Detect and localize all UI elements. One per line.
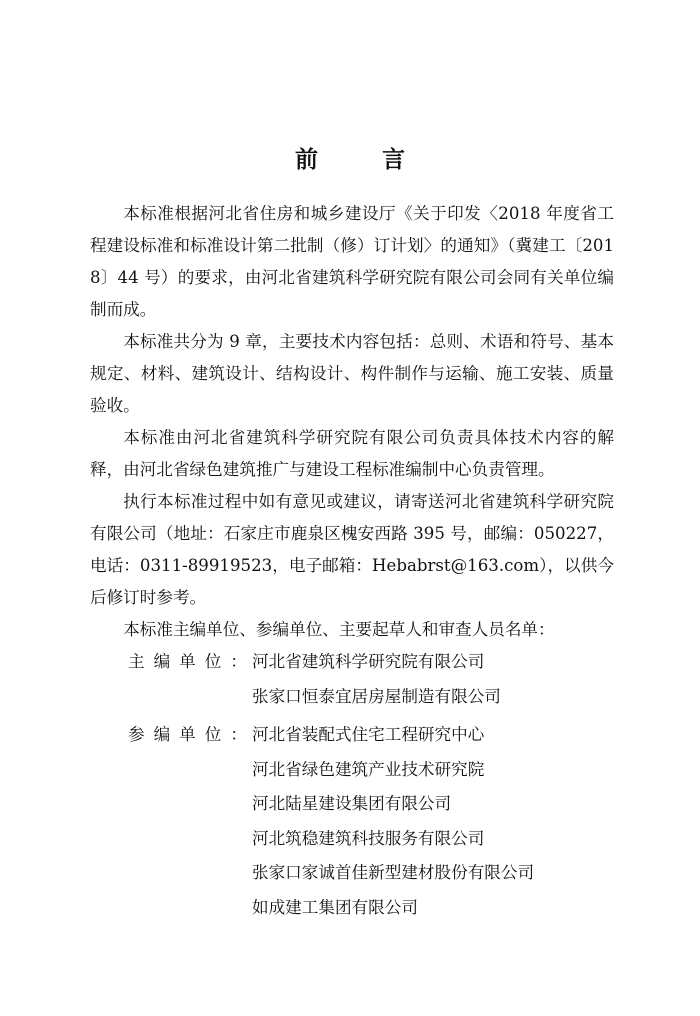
list-item: 张家口恒泰宜居房屋制造有限公司 <box>252 686 501 706</box>
list-item: 张家口家诚首佳新型建材股份有限公司 <box>252 863 535 882</box>
chief-units <box>128 648 598 717</box>
participating-units-label: 参编单位： <box>128 725 256 744</box>
list-item: 河北省绿色建筑产业技术研究院 <box>252 759 485 779</box>
list-item: 河北省装配式住宅工程研究中心 <box>252 725 485 744</box>
list-item: 河北省建筑科学研究院有限公司 <box>252 652 485 671</box>
paragraph-personnel-intro: 本标准主编单位、参编单位、主要起草人和审查人员名单： <box>123 620 555 639</box>
paragraph-background: 本标准根据河北省住房和城乡建设厅《关于印发〈2018 年度省工程建设标准和标准设计第二批制（修）订计划〉的通知》（冀建工〔2018〕44 号）的要求，由河北省建筑科学研究院有限公司会同有关单位编制而成。 <box>90 204 614 319</box>
list-item: 如成建工集团有限公司 <box>252 897 418 917</box>
chief-units-list <box>252 648 598 717</box>
participating-units-list <box>252 721 598 928</box>
paragraph-feedback: 执行本标准过程中如有意见或建议，请寄送河北省建筑科学研究院有限公司（地址：石家庄市鹿泉区槐安西路 395 号，邮编：050227，电话：0311-89919523，电子邮箱：Hebabrst@163.com），以供今后修订时参考。 <box>90 492 614 607</box>
list-item: 河北陆星建设集团有限公司 <box>252 794 452 813</box>
participating-units <box>128 721 598 928</box>
paragraph-contents: 本标准共分为 9 章，主要技术内容包括：总则、术语和符号、基本规定、材料、建筑设计、结构设计、构件制作与运输、施工安装、质量验收。 <box>90 332 614 415</box>
unit-list-section <box>128 648 598 932</box>
foreword-body <box>90 198 614 646</box>
chief-units-label: 主编单位： <box>128 652 256 671</box>
paragraph-responsibility: 本标准由河北省建筑科学研究院有限公司负责具体技术内容的解释，由河北省绿色建筑推广与建设工程标准编制中心负责管理。 <box>90 428 614 479</box>
page-title: 前 言 <box>294 146 433 173</box>
list-item: 河北筑稳建筑科技服务有限公司 <box>252 828 485 848</box>
